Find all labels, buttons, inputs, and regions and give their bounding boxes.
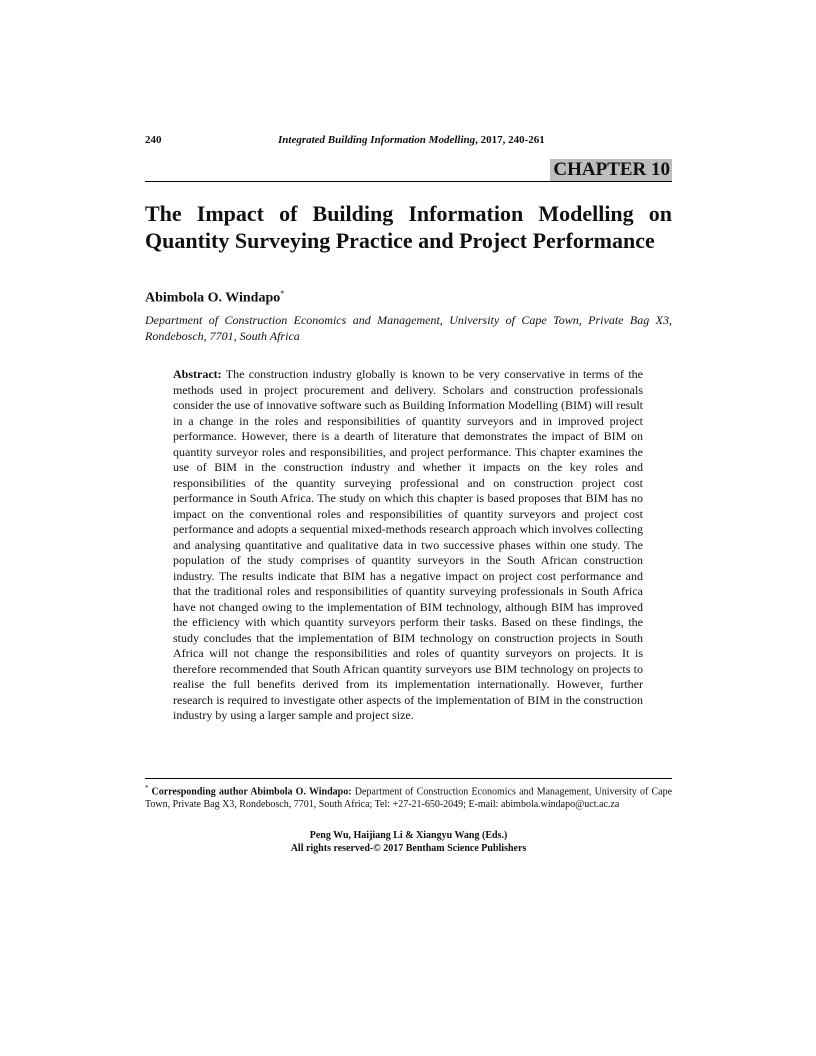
author-line: [145, 289, 284, 307]
abstract: [173, 367, 643, 724]
footnote: [145, 782, 672, 811]
journal-title: Integrated Building Information Modelling: [278, 134, 476, 146]
footnote-divider: [145, 778, 672, 779]
running-head: [278, 134, 545, 146]
author-footnote-marker: *: [280, 289, 285, 298]
publisher-block: [145, 830, 672, 855]
footnote-marker: *: [145, 784, 149, 792]
page-number: 240: [145, 134, 162, 146]
abstract-label: Abstract:: [173, 367, 222, 381]
header-divider: [145, 181, 672, 182]
footnote-text: Department of Construction Economics and Management, University of Cape Town, Private Bag X3, Rondebosch, 7701, South Africa; Tel: +27-21-650-2049; E-mail: abimbola.windapo@uct.ac.za: [145, 786, 673, 810]
rights-line: All rights reserved-© 2017 Bentham Science Publishers: [290, 842, 527, 854]
chapter-title: The Impact of Building Information Modelling on Quantity Surveying Practice and Project Performance: [145, 201, 672, 253]
author-name: Abimbola O. Windapo: [145, 290, 281, 306]
chapter-label: CHAPTER 10: [550, 159, 672, 181]
journal-citation: , 2017, 240-261: [475, 134, 545, 146]
editors-line: Peng Wu, Haijiang Li & Xiangyu Wang (Eds.): [309, 830, 508, 841]
author-affiliation: Department of Construction Economics and Management, University of Cape Town, Private Bag X3, Rondebosch, 7701, South Africa: [145, 313, 672, 343]
abstract-text: The construction industry globally is known to be very conservative in terms of the methods used in project procurement and delivery. Scholars and construction professionals consider the use of innovative software such as Building Information Modelling (BIM) will result in a change in the roles and responsibilities of quantity surveyors and in improved project performance. However, there is a dearth of literature that demonstrates the impact of BIM on quantity surveyor roles and responsibilities, and project performance. This chapter examines the use of BIM in the construction industry and whether it impacts on the key roles and responsibilities of the quantity surveying professional and on construction project cost performance in South Africa. The study on which this chapter is based proposes that BIM has no impact on the conventional roles and responsibilities of quantity surveyors and project cost performance and adopts a sequential mixed-methods research approach which involves collecting and analysing quantitative and qualitative data in two successive phases within one study. The population of the study comprises of quantity surveyors in the South African construction industry. The results indicate that BIM has a negative impact on project cost performance and that the traditional roles and responsibilities of quantity surveying professionals in South Africa have not changed owing to the implementation of BIM technology, although BIM has improved the efficiency with which quantity surveyors perform their tasks. Based on these findings, the study concludes that the implementation of BIM technology on construction projects in South Africa will not change the responsibilities and roles of quantity surveyors on projects. It is therefore recommended that South African quantity surveyors use BIM technology on projects to realise the full benefits derived from its implementation internationally. However, further research is required to investigate other aspects of the implementation of BIM in the construction industry by using a larger sample and project size.: [173, 367, 643, 722]
footnote-label: Corresponding author Abimbola O. Windapo:: [151, 786, 352, 798]
